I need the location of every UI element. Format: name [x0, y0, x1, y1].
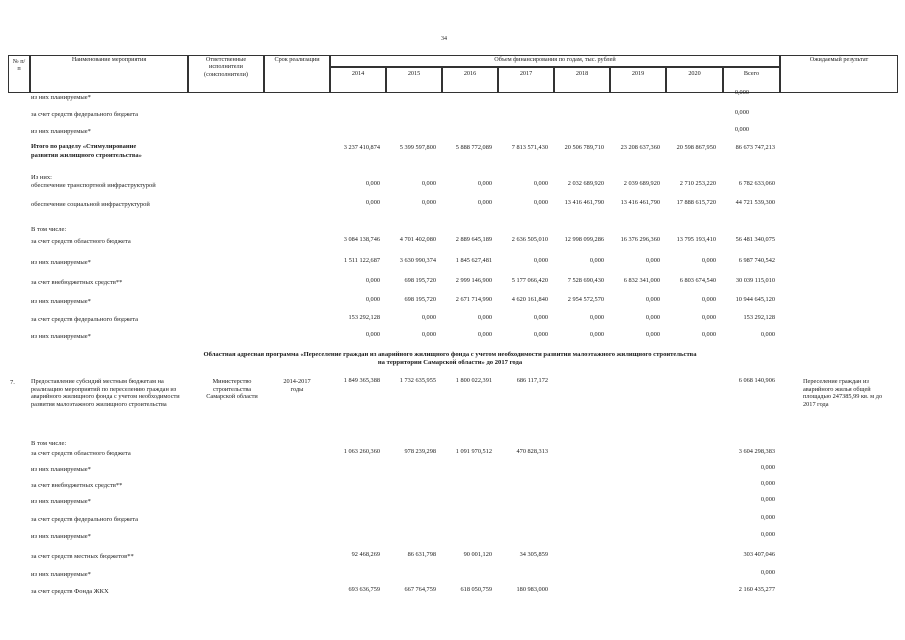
row-label: за счет средств федерального бюджета — [31, 516, 139, 523]
value-cell: 693 636,759 — [348, 586, 380, 593]
value-total: 0,000 — [760, 514, 775, 521]
value-cell: 1 063 260,360 — [343, 448, 380, 455]
value-total: 303 407,046 — [743, 551, 775, 558]
value-cell: 0,000 — [533, 180, 548, 187]
program-heading-1: Областная адресная программа «Переселение граждан из аварийного жилищного фонда с учетом необходимости развития малоэтажного жилищного строительства — [203, 351, 697, 358]
row-label: за счет средств Фонда ЖКХ — [31, 588, 109, 595]
value-cell: 7 528 690,430 — [567, 277, 604, 284]
value-cell: 0,000 — [365, 199, 380, 206]
value-cell: 0,000 — [701, 257, 716, 264]
value-cell: 686 117,172 — [516, 377, 548, 384]
value-cell: 0,000 — [701, 314, 716, 321]
row-total: 0,000 — [734, 109, 749, 116]
value-cell: 4 701 402,080 — [399, 236, 436, 243]
row-label: за счет внебюджетных средств** — [31, 482, 123, 489]
row-label: из них планируемые* — [31, 298, 91, 305]
row-label: из них планируемые* — [31, 498, 91, 505]
value-total: 0,000 — [760, 496, 775, 503]
value-total: 0,000 — [760, 464, 775, 471]
row-label: за счет внебюджетных средств** — [31, 279, 123, 286]
header-year: 2014 — [330, 67, 386, 93]
value-cell: 2 032 689,920 — [567, 180, 604, 187]
value-cell: 17 888 615,720 — [676, 199, 716, 206]
value-cell: 0,000 — [365, 180, 380, 187]
value-cell: 0,000 — [645, 257, 660, 264]
row-label: за счет средств областного бюджета — [31, 450, 131, 457]
value-total: 153 292,128 — [743, 314, 775, 321]
row-label: за счет средств местных бюджетов** — [31, 553, 134, 560]
row-label: из них планируемые* — [31, 533, 91, 540]
value-cell: 2 039 689,920 — [623, 180, 660, 187]
value-cell: 1 511 122,687 — [344, 257, 380, 264]
value-cell: 0,000 — [589, 314, 604, 321]
value-total: 0,000 — [760, 531, 775, 538]
header-col-term: Срок реализации — [264, 55, 330, 93]
value-cell: 2 889 645,189 — [455, 236, 492, 243]
value-cell: 13 795 193,410 — [676, 236, 716, 243]
value-total: 6 068 140,906 — [738, 377, 775, 384]
value-cell: 1 091 970,512 — [455, 448, 492, 455]
header-col-name: Наименование мероприятия — [30, 55, 188, 93]
section-total-label-2: развития жилищного строительства» — [31, 152, 142, 159]
value-cell: 13 416 461,790 — [564, 199, 604, 206]
item7-resp: Министерство строительства Самарской области — [206, 378, 258, 401]
value-cell: 618 050,759 — [460, 586, 492, 593]
row-label: из них планируемые* — [31, 128, 91, 135]
item7-term: 2014-2017 годы — [283, 378, 311, 393]
value-cell: 2 636 505,010 — [511, 236, 548, 243]
value-cell: 13 416 461,790 — [620, 199, 660, 206]
value-cell: 2 999 146,900 — [455, 277, 492, 284]
header-year: 2018 — [554, 67, 610, 93]
value-cell: 86 631,798 — [407, 551, 436, 558]
row-label: из них планируемые* — [31, 466, 91, 473]
value-cell: 1 845 627,481 — [455, 257, 492, 264]
sub-b-intro: В том числе: — [31, 226, 67, 233]
row-label: из них планируемые* — [31, 333, 91, 340]
value-cell: 4 620 161,840 — [511, 296, 548, 303]
value-total: 0,000 — [760, 331, 775, 338]
header-col-num: № п/п — [8, 55, 30, 93]
value-cell: 3 630 990,374 — [399, 257, 436, 264]
value-cell: 0,000 — [645, 331, 660, 338]
header-year: 2019 — [610, 67, 666, 93]
value-total: 10 944 645,120 — [735, 296, 775, 303]
value-cell: 0,000 — [477, 331, 492, 338]
value-cell: 7 813 571,430 — [511, 144, 548, 151]
header-total: Всего — [723, 67, 780, 93]
value-total: 6 782 633,060 — [738, 180, 775, 187]
row-label: из них планируемые* — [31, 259, 91, 266]
value-cell: 153 292,128 — [348, 314, 380, 321]
page-number: 34 — [441, 36, 447, 42]
value-cell: 0,000 — [589, 257, 604, 264]
value-cell: 0,000 — [589, 331, 604, 338]
value-cell: 2 671 714,990 — [455, 296, 492, 303]
sub-a-intro: Из них: — [31, 174, 52, 181]
value-cell: 0,000 — [645, 296, 660, 303]
value-cell: 698 195,720 — [404, 296, 436, 303]
item7-num: 7. — [10, 379, 15, 386]
value-cell: 0,000 — [421, 314, 436, 321]
value-cell: 5 888 772,089 — [455, 144, 492, 151]
item7-name: Предоставление субсидий местным бюджетам на реализацию мероприятий по переселению граждан из аварийного жилищного фонда с учетом необходимости развития малоэтажного жилищного строительства — [31, 378, 180, 408]
value-cell: 0,000 — [533, 199, 548, 206]
value-cell: 1 800 022,391 — [455, 377, 492, 384]
value-cell: 0,000 — [365, 296, 380, 303]
value-total: 2 160 435,277 — [738, 586, 775, 593]
value-cell: 978 239,298 — [404, 448, 436, 455]
value-total: 3 604 298,383 — [738, 448, 775, 455]
value-cell: 698 195,720 — [404, 277, 436, 284]
section-total-label-1: Итого по разделу «Стимулирование — [31, 143, 137, 150]
value-cell: 3 237 410,874 — [343, 144, 380, 151]
value-cell: 6 832 341,000 — [623, 277, 660, 284]
value-cell: 20 506 789,710 — [564, 144, 604, 151]
value-cell: 1 849 365,388 — [343, 377, 380, 384]
row-total: 0,000 — [734, 126, 749, 133]
value-cell: 0,000 — [701, 331, 716, 338]
value-cell: 20 598 867,950 — [676, 144, 716, 151]
value-cell: 0,000 — [533, 331, 548, 338]
row-label: обеспечение транспортной инфраструктурой — [31, 182, 156, 189]
program-heading-2: на территории Самарской области» до 2017 года — [377, 359, 523, 366]
row-label: за счет средств федерального бюджета — [31, 111, 139, 118]
value-cell: 0,000 — [477, 314, 492, 321]
value-cell: 5 177 066,420 — [511, 277, 548, 284]
value-cell: 92 468,269 — [351, 551, 380, 558]
row-label: из них планируемые* — [31, 571, 91, 578]
value-cell: 0,000 — [421, 199, 436, 206]
value-cell: 0,000 — [645, 314, 660, 321]
value-cell: 34 305,859 — [519, 551, 548, 558]
value-cell: 0,000 — [701, 296, 716, 303]
header-col-fin: Объем финансирования по годам, тыс. рублей — [330, 55, 780, 67]
value-cell: 0,000 — [533, 257, 548, 264]
row-label: за счет средств областного бюджета — [31, 238, 131, 245]
header-col-result: Ожидаемый результат — [780, 55, 898, 93]
value-total: 30 039 115,010 — [735, 277, 775, 284]
value-cell: 667 764,759 — [404, 586, 436, 593]
value-total: 0,000 — [760, 569, 775, 576]
header-year: 2017 — [498, 67, 554, 93]
header-col-resp: Ответственные исполнители (соисполнители) — [188, 55, 264, 93]
row-total: 0,000 — [734, 89, 749, 96]
value-cell: 0,000 — [421, 331, 436, 338]
item7-result: Переселение граждан из аварийного жилья общей площадью 247385,99 кв. м до 2017 года — [803, 378, 883, 408]
value-cell: 470 828,313 — [516, 448, 548, 455]
value-total: 0,000 — [760, 480, 775, 487]
value-cell: 1 732 635,955 — [399, 377, 436, 384]
value-cell: 0,000 — [421, 180, 436, 187]
value-cell: 3 084 138,746 — [343, 236, 380, 243]
row-label: за счет средств федерального бюджета — [31, 316, 139, 323]
value-cell: 2 710 253,220 — [679, 180, 716, 187]
value-total: 56 481 340,075 — [735, 236, 775, 243]
item7-breakdown-intro: В том числе: — [31, 440, 67, 447]
value-cell: 5 399 597,800 — [399, 144, 436, 151]
header-year: 2015 — [386, 67, 442, 93]
value-cell: 0,000 — [477, 180, 492, 187]
value-total: 6 987 740,542 — [738, 257, 775, 264]
value-cell: 0,000 — [533, 314, 548, 321]
value-cell: 0,000 — [477, 199, 492, 206]
value-cell: 2 954 572,570 — [567, 296, 604, 303]
value-cell: 23 208 637,360 — [620, 144, 660, 151]
value-cell: 16 376 296,360 — [620, 236, 660, 243]
header-year: 2020 — [666, 67, 723, 93]
row-label: обеспечение социальной инфраструктурой — [31, 201, 150, 208]
header-year: 2016 — [442, 67, 498, 93]
value-cell: 0,000 — [365, 277, 380, 284]
value-total: 86 673 747,213 — [735, 144, 775, 151]
row-label: из них планируемые* — [31, 94, 91, 101]
value-cell: 12 998 099,286 — [564, 236, 604, 243]
value-total: 44 721 539,300 — [735, 199, 775, 206]
value-cell: 90 001,120 — [463, 551, 492, 558]
value-cell: 0,000 — [365, 331, 380, 338]
value-cell: 6 803 674,540 — [679, 277, 716, 284]
value-cell: 180 983,000 — [516, 586, 548, 593]
